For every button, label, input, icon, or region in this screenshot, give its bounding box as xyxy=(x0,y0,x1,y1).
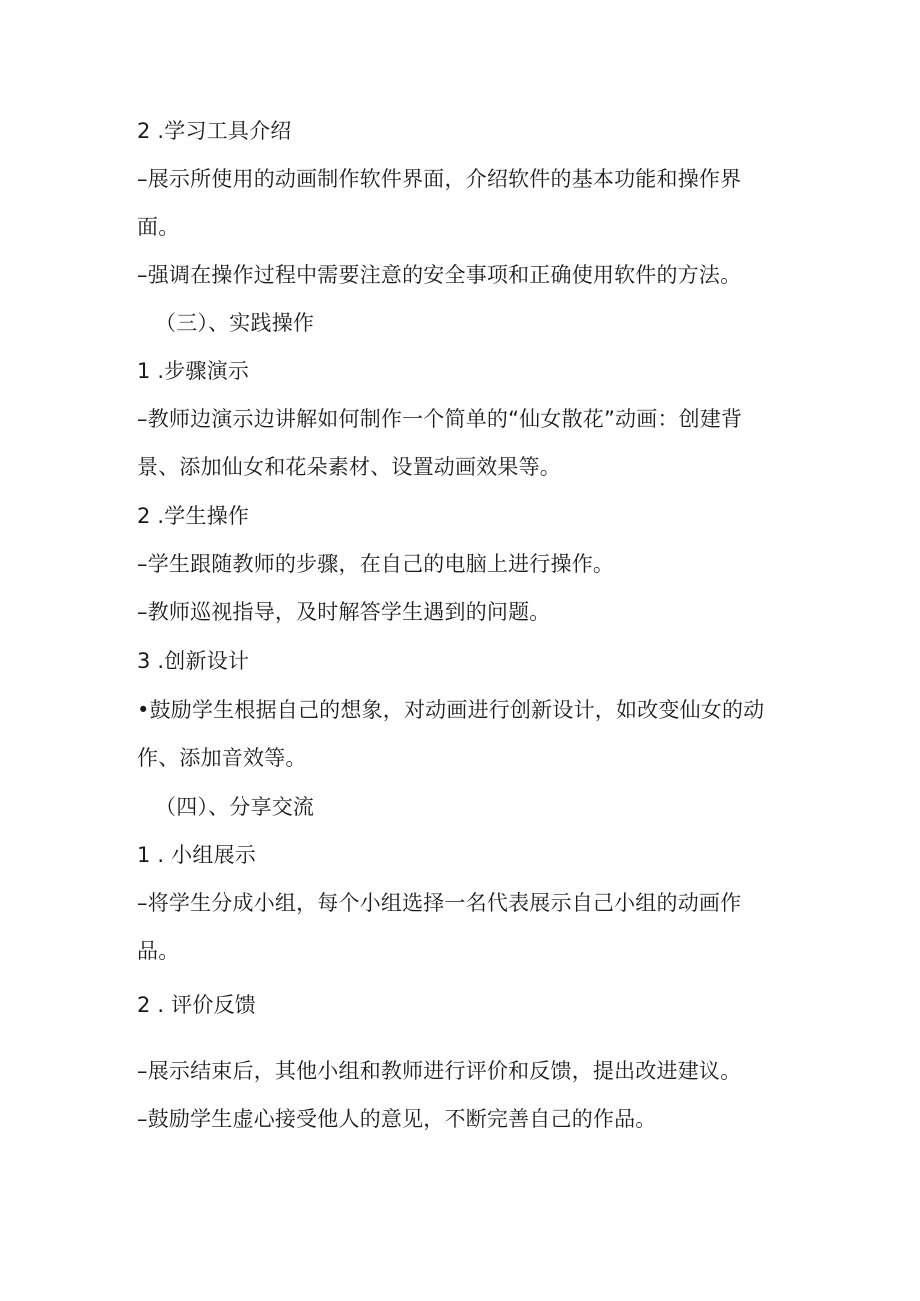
paragraph-line: –展示结束后，其他小组和教师进行评价和反馈，提出改进建议。 xyxy=(137,1059,742,1083)
paragraph-line: •鼓励学生根据自己的想象，对动画进行创新设计，如改变仙女的动 xyxy=(137,698,765,722)
section-heading: 2 .学生操作 xyxy=(137,504,250,528)
section-heading: 2 . 评价反馈 xyxy=(137,993,256,1017)
section-title: （三）、实践操作 xyxy=(155,311,315,335)
paragraph-line: –学生跟随教师的步骤，在自己的电脑上进行操作。 xyxy=(137,552,615,576)
paragraph-line: 作、添加音效等。 xyxy=(137,746,307,770)
paragraph-line: –强调在操作过程中需要注意的安全事项和正确使用软件的方法。 xyxy=(137,263,742,287)
section-title: （四）、分享交流 xyxy=(155,795,315,819)
section-heading: 3 .创新设计 xyxy=(137,649,250,673)
paragraph-line: –展示所使用的动画制作软件界面，介绍软件的基本功能和操作界 xyxy=(137,167,742,191)
section-heading: 2 .学习工具介绍 xyxy=(137,119,292,143)
paragraph-line: –将学生分成小组，每个小组选择一名代表展示自己小组的动画作 xyxy=(137,891,742,915)
paragraph-line: 品。 xyxy=(137,939,180,963)
paragraph-line: 景、添加仙女和花朵素材、设置动画效果等。 xyxy=(137,455,561,479)
paragraph-line: –鼓励学生虚心接受他人的意见，不断完善自己的作品。 xyxy=(137,1107,657,1131)
section-heading: 1 .步骤演示 xyxy=(137,359,250,383)
section-heading: 1 . 小组展示 xyxy=(137,843,256,867)
paragraph-line: –教师边演示边讲解如何制作一个简单的“仙女散花”动画：创建背 xyxy=(137,407,743,431)
paragraph-line: 面。 xyxy=(137,215,180,239)
paragraph-line: –教师巡视指导，及时解答学生遇到的问题。 xyxy=(137,600,551,624)
